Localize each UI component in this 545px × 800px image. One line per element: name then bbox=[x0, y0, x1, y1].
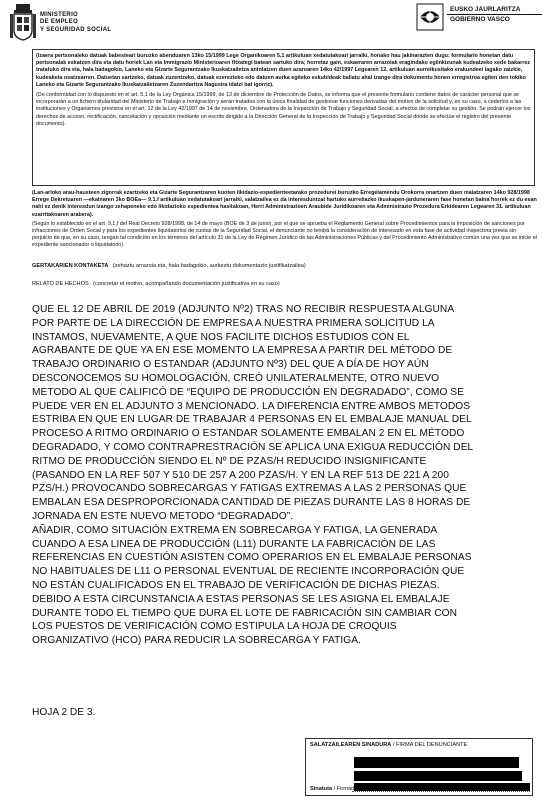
facts-heading bbox=[32, 254, 537, 290]
narrative-line: EMBALAN ESA DESPROPORCIONADA CANTIDAD DE PIEZAS DURANTE LAS 8 HORAS DE bbox=[32, 497, 471, 509]
narrative-line: AGRABANTE DE QUE YA EN ESE MOMENTO LA EMPRESA A PARTIR DEL MÉTODO DE bbox=[32, 345, 453, 357]
facts-spanish-label: RELATO DE HECHOS bbox=[32, 281, 89, 287]
page-header bbox=[0, 0, 545, 50]
narrative-line: TRABAJO ORDINARIO O ESTANDAR (ADJUNTO Nº3) DEL QUE A DÍA DE HOY AÚN bbox=[32, 359, 429, 371]
privacy-basque-text: (Izaera pertsonaleko datuak babesteari buruzko abenduaren 13ko 15/1999 Lege Organikoaren 5.1 artikuluan xedatutakoari jarraiki, honako hau jakinarazten dugu: formulario honetan datu pertsonalak eskatzen dira eta datu horiek Lan eta Immigrazio Ministerioaren fitxategi batean sartuko dira; horretaz gain, eskaeraren arrazoiak eragindako egiinkizunak kudeatzeko xede bakarrez tratatuko dira eta, hala badagokio, Laneko eta Gizarte Segurantzako Ikuskatzailetza antolatzen duen azaroaren 14ko 42/1997 Legearen 12. artikuluan aurreikusitako erakundeei lagako zaizkie, kudeaketa osatzearren. Datuetan sartzeko, datuak zuzentzeko, datuak ezerezteko edo datuen aurka egiteko eskubideak baliatu ahal izango dira dokumentu honen erregistroa egiten den tokiko Laneko eta Gizarte Segurantzako Ikuskatzailetzaren Zuzendaritza Nagusira idatzi bat igorriz). bbox=[36, 53, 531, 88]
narrative-line: REFERENCIAS EN CUESTIÓN ASISTEN COMO OPERARIOS EN EL EMBALAJE PERSONAS bbox=[32, 552, 472, 564]
signature-box bbox=[305, 738, 533, 796]
narrative-line: QUE EL 12 DE ABRIL DE 2019 (ADJUNTO Nº2) TRAS NO RECIBIR RESPUESTA ALGUNA bbox=[32, 304, 455, 315]
narrative-line: (PASANDO EN LA REF 507 Y 510 DE 257 A 200 PZAS/H. Y EN LA REF 513 DE 221 A 200 bbox=[32, 469, 449, 481]
narrative-line: DESCONOCEMOS SU HOMOLOGACIÓN, CREÓ UNILATERALMENTE, OTRO NUEVO bbox=[32, 372, 440, 384]
facts-spanish-note: (concretar el motivo, acompañando documentación justificativa en su caso) bbox=[93, 281, 280, 287]
ministry-name: MINISTERIO DE EMPLEO Y SEGURIDAD SOCIAL bbox=[40, 12, 112, 33]
narrative-line: NO HABITUALES DE L11 O PERSONAL EVENTUAL DE RECIENTE INCORPORACIÓN QUE bbox=[32, 566, 465, 578]
legal-spanish-text: (Según lo establecido en el art. 9,1,f del Real Decreto 928/1998, de 14 de mayo (BOE de 3 de junio), por el que se aprueba el Reglamento General sobre Procedimientos para la imposición de sanciones por infracciones de Orden Social y para los expedientes liquidatorios de cuotas de la Seguridad Social, el denunciante no tendrá la consideración de interesado en esta fase de actividad inspectora previa sin perjuicio de que, en su caso, tengan tal condición en los términos del artículo 31 de la Ley de Régimen Jurídico de las Administraciones Públicas y del Procedimiento Administrativo común una vez que se inicie el expediente sancionador o liquidatorio). bbox=[32, 220, 537, 249]
narrative-line: DURANTE TODO EL TIEMPO QUE DURA EL LOTE DE FABRICACIÓN SIN CAMBIAR CON bbox=[32, 607, 458, 619]
redacted-block bbox=[354, 783, 530, 791]
narrative-line: JORNADA EN ESTE NUEVO METODO “DEGRADADO”. bbox=[32, 510, 294, 522]
redacted-block bbox=[354, 757, 519, 768]
facts-basque-label: GERTAKARIEN KONTAKETA bbox=[32, 263, 109, 269]
signature-line bbox=[352, 791, 530, 792]
narrative-line: LOS PUESTOS DE VERIFICACIÓN COMO ESTIPULA LA HOJA DE CROQUIS bbox=[32, 621, 397, 633]
signature-title: SALATZAILEAREN SINADURA / FIRMA DEL DENUNCIANTE bbox=[310, 742, 468, 748]
signed-label: Sinatuta / Firmado: bbox=[310, 786, 359, 792]
narrative-line: ORGANIZATIVO (HCO) PARA REDUCIR LA SOBRECARGA Y FATIGA. bbox=[32, 635, 361, 647]
basque-government-logo-icon bbox=[416, 3, 444, 31]
facts-basque-note: (zehaztu arrazoia eta, hala badagokio, aurkeztu dokumentazio justifikatzailea) bbox=[112, 263, 306, 269]
legal-notice bbox=[32, 190, 537, 250]
narrative-line: ESTRIBA EN QUE EN LUGAR DE TRABAJAR 4 PERSONAS EN EL EMBALAJE MANUAL DEL bbox=[32, 414, 472, 426]
narrative-line: DEGRADADO, Y COMO CONTRAPRESTRACIÓN SE APLICA UNA EXIGUA REDUCCIÓN DEL bbox=[32, 441, 474, 453]
facts-narrative bbox=[32, 303, 532, 648]
narrative-line: CUANDO A ESA LINEA DE PRODUCCIÓN (L11) DURANTE LA FABRICACIÓN DE LAS bbox=[32, 538, 436, 550]
narrative-line: INSTAMOS, NUEVAMENTE, A QUE NOS FACILITE DICHOS ESTUDIOS CON EL bbox=[32, 331, 410, 343]
narrative-line: RITMO DE PRODUCCIÓN SIENDO EL Nº DE PZAS/H REDUCIDO INSIGNIFICANTE bbox=[32, 455, 427, 467]
narrative-line: AÑADIR, COMO SITUACIÓN EXTREMA EN SOBRECARGA Y FATIGA, LA GENERADA bbox=[32, 524, 438, 536]
narrative-line: PROCESO A RITMO ORDINARIO O ESTANDAR SOLAMENTE EMBALAN 2 EN EL MÉTODO bbox=[32, 428, 465, 440]
basque-government-name: EUSKO JAURLARITZA GOBIERNO VASCO bbox=[447, 5, 542, 24]
narrative-line: DEBIDO A ESTA CIRCUNSTANCIA A ESTAS PERSONAS SE LES ASIGNA EL EMBALAJE bbox=[32, 593, 450, 605]
narrative-line: PUEDE VER EN EL ADJUNTO 3 MENCIONADO. LA DIFERENCIA ENTRE AMBOS METODOS bbox=[32, 400, 471, 412]
narrative-line: METODO AL QUE CALIFICÓ DE “EQUIPO DE PRODUCCIÓN EN DEGRADADO”, COMO SE bbox=[32, 386, 464, 398]
narrative-line: POR PARTE DE LA DIRECCIÓN DE EMPRESA A NUESTRA PRIMERA SOLICITUD LA bbox=[32, 317, 435, 329]
data-protection-notice bbox=[32, 49, 535, 186]
narrative-line: PZS/H.) PROVOCANDO SOBRECARGAS Y FATIGAS EXTREMAS A LAS 2 PERSONAS QUE bbox=[32, 483, 467, 495]
narrative-line: NO ESTÁN CUALIFICADOS EN EL TRABAJO DE VERIFICACIÓN DE DICHAS PIEZAS. bbox=[32, 579, 440, 591]
page-number: HOJA 2 DE 3. bbox=[32, 707, 96, 718]
privacy-spanish-text: (De conformidad con lo dispuesto en el art. 5,1 de la Ley Orgánica 15/1999, de 13 de diciembre de Protección de Datos, se informa que el presente formulario contiene datos de carácter personal que se incorporarán a un fichero titularidad del Ministerio de Trabajo e Inmigración y serán tratados con la única finalidad de gestionar funciones derivadas del motivo de la solicitud y, en su caso, a cederlos a las instituciones y Organismos previstos en el art. 12 de la Ley 42/1997 de 14 de noviembre, Ordenadora de la Inspección de Trabajo y Seguridad Social, a efectos de completar su gestión. Se podrán ejercer los derechos de acceso, rectificación, cancelación y oposición mediante un escrito dirigido a la Dirección General de la Inspección de Trabajo y Seguridad Social donde se efectúe el registro del presente documento). bbox=[36, 92, 531, 127]
redacted-block bbox=[354, 771, 522, 781]
coat-of-arms-icon bbox=[10, 2, 36, 44]
legal-basque-text: (Lan-arloko arau-hausteen zigorrak ezartzeko eta Gizarte Segurantzaren kuoten likidazio-espedienteetarako prozedurei buruzko Erregelamendu Orokorra onartzen duen maiatzaren 14ko 928/1998 Errege Dekretuaren —ekainaren 3ko BOEa— 9.1.f artikuluan xedatutakoari jarraiki, salatzailea ez da interesduntzat hartuko aurretiazko ikuskapen-jarduneraren fase honetan baina horrek ez du esan nahi ez denik interesdun izango zehapeneko edo likidazioko espedientea hasitakoan, Herri Administrazioen Araubide Juridikoaren eta Administrazio Prozedura Erkidearen Legearen 31. artikuluan ezarritakoaren arabera). bbox=[32, 190, 537, 218]
